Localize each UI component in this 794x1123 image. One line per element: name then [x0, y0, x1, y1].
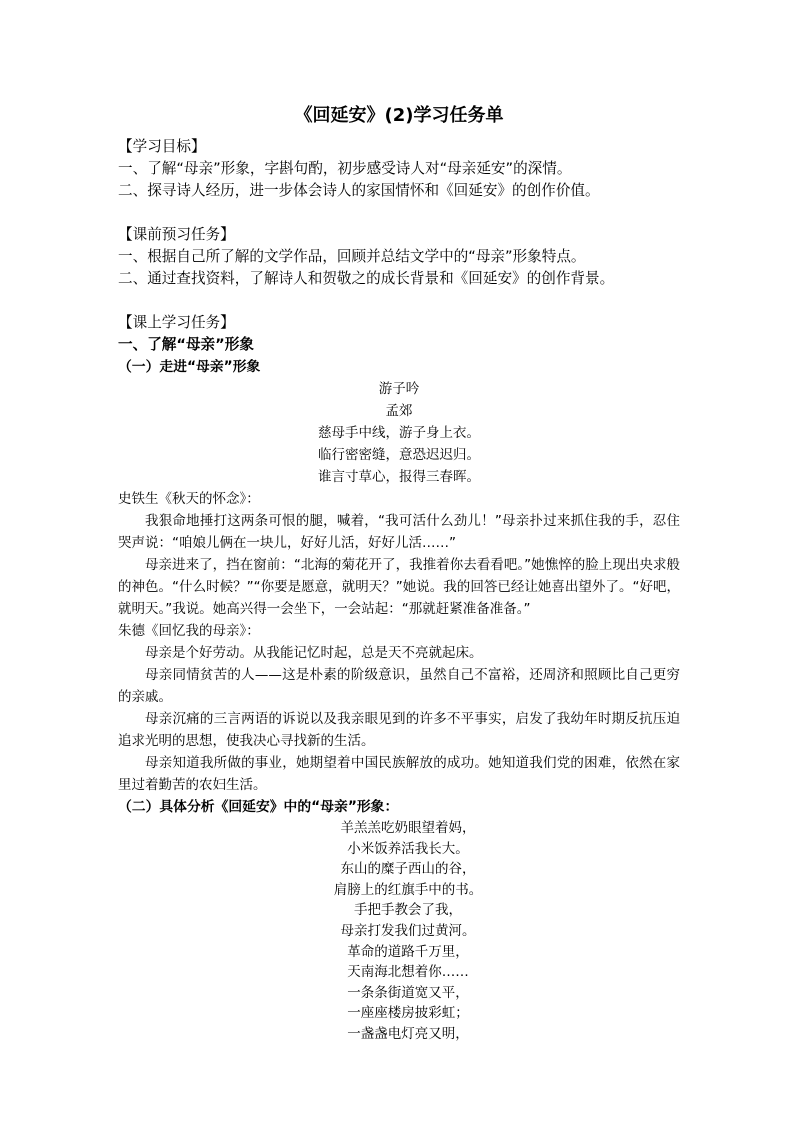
subsection-heading-2: （二）具体分析《回延安》中的“母亲”形象：	[118, 799, 399, 815]
preview-heading: 【课前预习任务】	[118, 226, 235, 243]
poem-line: 母亲打发我们过黄河。	[340, 922, 476, 939]
excerpt-source-1: 史铁生《秋天的怀念》：	[118, 491, 260, 507]
section-heading-1: 一、了解“母亲”形象	[118, 336, 254, 353]
poem-title: 游子吟	[378, 381, 420, 397]
poem-line: 一盏盏电灯亮又明，	[347, 1025, 469, 1042]
page-title: 《回延安》(2)学习任务单	[294, 105, 504, 126]
excerpt-source-2: 朱德《回忆我的母亲》：	[118, 623, 260, 639]
goal-item-2: 二、探寻诗人经历，进一步体会诗人的家国情怀和《回延安》的创作价值。	[118, 182, 600, 199]
goals-heading: 【学习目标】	[118, 138, 206, 155]
excerpt-paragraph: 母亲沉痛的三言两语的诉说以及我亲眼见到的许多不平事实，启发了我幼年时期反抗压迫追求光明的思想，使我决心寻找新的生活。	[118, 711, 680, 749]
worksheet-page	[118, 100, 680, 1045]
poem-line: 东山的糜子西山的谷，	[340, 861, 476, 878]
excerpt-paragraph: 母亲是个好劳动。从我能记忆时起，总是天不亮就起床。	[145, 645, 483, 661]
poem-line: 羊羔羔吃奶眼望着妈，	[340, 820, 476, 836]
excerpt-paragraph: 母亲同情贫苦的人——这是朴素的阶级意识，虽然自己不富裕，还周济和照顾比自己更穷的亲戚。	[118, 667, 680, 705]
goal-item-1: 一、了解“母亲”形象，字斟句酌，初步感受诗人对“母亲延安”的深情。	[118, 160, 572, 177]
poem-line: 手把手教会了我，	[354, 902, 462, 919]
preview-item-1: 一、根据自己所了解的文学作品，回顾并总结文学中的“母亲”形象特点。	[118, 248, 586, 265]
excerpt-paragraph: 母亲进来了，挡在窗前：“北海的菊花开了，我推着你去看看吧。”她憔悴的脸上现出央求般的神色。“什么时候？”“你要是愿意，就明天？”她说。我的回答已经让她喜出望外了。“好吧，就明天。”我说。她高兴得一会坐下，一会站起：“那就赶紧准备准备。”	[118, 557, 680, 617]
spacer	[118, 290, 680, 312]
poem-line: 慈母手中线，游子身上衣。	[318, 425, 480, 441]
poem-line: 肩膀上的红旗手中的书。	[333, 881, 483, 898]
poem-line: 一条条街道宽又平，	[347, 984, 469, 1001]
poem-line: 谁言寸草心，报得三春晖。	[318, 469, 480, 485]
poem-line: 临行密密缝，意恐迟迟归。	[318, 447, 480, 463]
subsection-heading-1: （一）走进“母亲”形象	[118, 359, 261, 375]
poem-author: 孟郊	[385, 403, 413, 419]
inclass-heading: 【课上学习任务】	[118, 314, 235, 331]
poem-line: 革命的道路千万里，	[347, 943, 469, 960]
poem-line: 一座座楼房披彩虹；	[347, 1005, 469, 1022]
spacer	[118, 202, 680, 224]
poem-line: 小米饭养活我长大。	[347, 840, 469, 857]
preview-item-2: 二、通过查找资料，了解诗人和贺敬之的成长背景和《回延安》的创作背景。	[118, 270, 615, 287]
poem-line: 天南海北想着你……	[347, 964, 469, 981]
excerpt-paragraph: 我狠命地捶打这两条可恨的腿，喊着，“我可活什么劲儿！”母亲扑过来抓住我的手，忍住哭声说：“咱娘儿俩在一块儿，好好儿活，好好儿活……”	[118, 513, 680, 551]
excerpt-paragraph: 母亲知道我所做的事业，她期望着中国民族解放的成功。她知道我们党的困难，依然在家里过着勤苦的农妇生活。	[118, 755, 680, 793]
